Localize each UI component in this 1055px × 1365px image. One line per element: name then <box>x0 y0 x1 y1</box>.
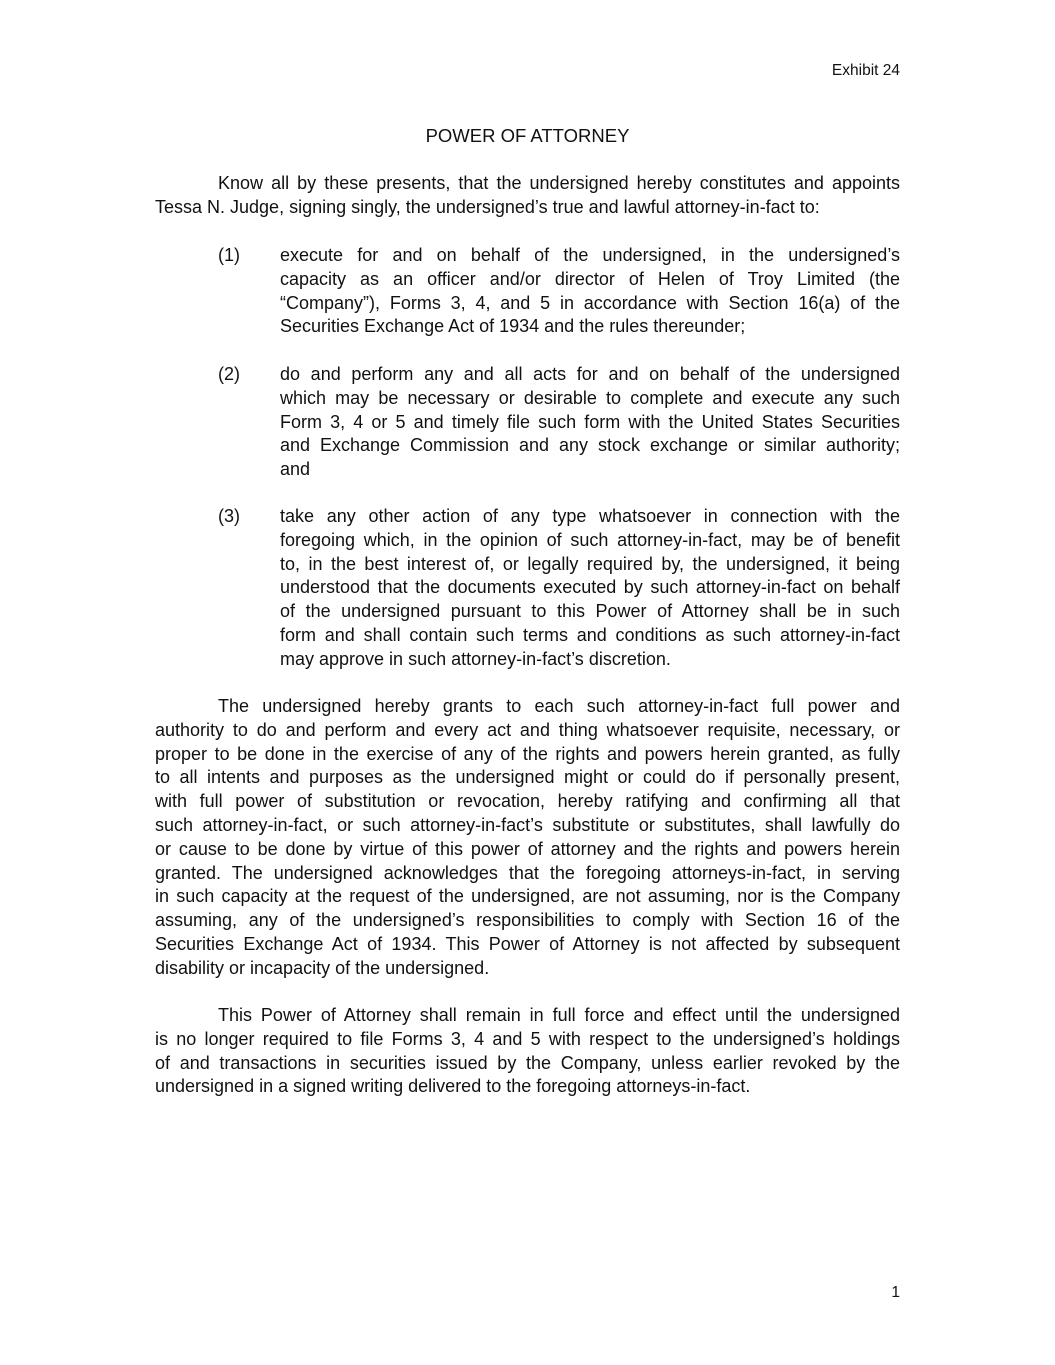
text-line: which may be necessary or desirable to complete and execute any such <box>280 387 900 408</box>
text-line: with full power of substitution or revocation, hereby ratifying and confirming all that <box>155 791 900 812</box>
item-text <box>280 363 900 482</box>
item-number: (3) <box>218 506 240 526</box>
page-number: 1 <box>891 1284 900 1301</box>
text-line: and <box>280 459 311 480</box>
text-line: understood that the documents executed by such attorney-in-fact on behalf <box>280 577 900 598</box>
text-line: of the undersigned pursuant to this Power of Attorney shall be in such <box>280 601 900 622</box>
text-line: do and perform any and all acts for and on behalf of the undersigned <box>280 364 900 384</box>
item-number: (1) <box>218 245 240 265</box>
text-line: This Power of Attorney shall remain in full force and effect until the undersigned <box>218 1005 900 1025</box>
text-line: take any other action of any type whatsoever in connection with the <box>280 506 900 526</box>
text-line: such attorney-in-fact, or such attorney-in-fact’s substitute or substitutes, shall lawfully do <box>155 814 900 835</box>
text-line: form and shall contain such terms and conditions as such attorney-in-fact <box>280 624 900 645</box>
text-line: to all intents and purposes as the undersigned might or could do if personally present, <box>155 767 900 788</box>
text-line: disability or incapacity of the undersigned. <box>155 957 490 978</box>
exhibit-label: Exhibit 24 <box>831 62 900 79</box>
text-line: proper to be done in the exercise of any of the rights and powers herein granted, as fully <box>155 743 900 764</box>
text-line: assuming, any of the undersigned’s responsibilities to comply with Section 16 of the <box>155 910 900 931</box>
text-line: capacity as an officer and/or director of Helen of Troy Limited (the <box>280 268 900 289</box>
text-line: granted. The undersigned acknowledges that the foregoing attorneys-in-fact, in serving <box>155 862 900 883</box>
text-line: Securities Exchange Act of 1934. This Power of Attorney is not affected by subsequent <box>155 933 900 954</box>
text-line: of and transactions in securities issued by the Company, unless earlier revoked by the <box>155 1052 900 1073</box>
text-line: Tessa N. Judge, signing singly, the undersigned’s true and lawful attorney-in-fact to: <box>155 196 820 217</box>
item-text <box>280 505 900 672</box>
text-line: may approve in such attorney-in-fact’s discretion. <box>280 648 671 669</box>
text-line: in such capacity at the request of the undersigned, are not assuming, nor is the Company <box>155 886 900 907</box>
text-line: execute for and on behalf of the undersigned, in the undersigned’s <box>280 245 900 265</box>
text-line: or cause to be done by virtue of this power of attorney and the rights and powers herein <box>155 838 900 859</box>
text-line: and Exchange Commission and any stock exchange or similar authority; <box>280 435 900 456</box>
document-title: POWER OF ATTORNEY <box>425 125 630 146</box>
item-text <box>280 244 900 339</box>
text-line: authority to do and perform and every act and thing whatsoever requisite, necessary, or <box>155 719 900 740</box>
text-line: is no longer required to file Forms 3, 4 and 5 with respect to the undersigned’s holdings <box>155 1028 900 1049</box>
text-line: Securities Exchange Act of 1934 and the rules thereunder; <box>280 316 746 337</box>
text-line: “Company”), Forms 3, 4, and 5 in accordance with Section 16(a) of the <box>280 292 900 313</box>
text-line: to, in the best interest of, or legally required by, the undersigned, it being <box>280 553 900 574</box>
text-line: foregoing which, in the opinion of such attorney-in-fact, may be of benefit <box>280 529 900 550</box>
text-line: undersigned in a signed writing delivered to the foregoing attorneys-in-fact. <box>155 1076 751 1097</box>
text-line: Know all by these presents, that the undersigned hereby constitutes and appoints <box>218 173 900 193</box>
text-line: Form 3, 4 or 5 and timely file such form with the United States Securities <box>280 411 900 432</box>
duration-paragraph <box>155 1004 900 1099</box>
grant-paragraph <box>155 695 900 981</box>
text-line: The undersigned hereby grants to each such attorney-in-fact full power and <box>218 696 900 716</box>
intro-paragraph <box>155 172 900 220</box>
item-number: (2) <box>218 364 240 384</box>
